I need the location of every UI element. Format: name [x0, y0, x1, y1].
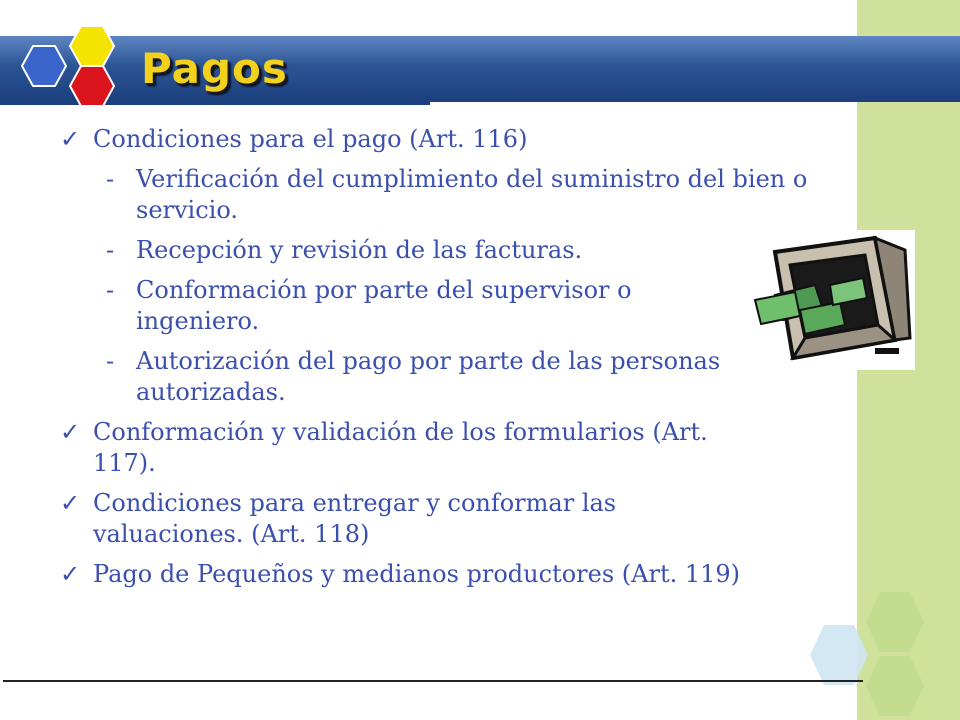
bullet-item [60, 488, 733, 550]
slide-content [60, 124, 850, 599]
bullet-text: Condiciones para entregar y conformar las valuaciones. (Art. 118) [93, 489, 617, 548]
sub-item [60, 346, 850, 408]
check-icon: ✓ [60, 489, 81, 517]
sub-item [60, 164, 850, 226]
dash-marker: - [106, 347, 115, 375]
dash-marker: - [106, 165, 115, 193]
sub-item-text: Conformación por parte del supervisor o ingeniero. [136, 276, 632, 335]
dash-marker: - [106, 236, 115, 264]
bullet-item [60, 559, 850, 590]
hexagon-logo-icon [0, 0, 130, 120]
bullet-item [60, 124, 850, 155]
check-icon: ✓ [60, 125, 81, 153]
slide-title: Pagos [141, 44, 288, 93]
bottom-rule [3, 680, 863, 682]
bullet-text: Conformación y validación de los formularios (Art. 117). [93, 418, 708, 477]
sub-item [60, 235, 850, 266]
check-icon: ✓ [60, 560, 81, 588]
sub-item-text: Autorización del pago por parte de las personas autorizadas. [136, 347, 721, 406]
check-icon: ✓ [60, 418, 81, 446]
dash-marker: - [106, 276, 115, 304]
bullet-item [60, 417, 773, 479]
sub-item-text: Recepción y revisión de las facturas. [136, 236, 583, 264]
hexagon-decoration-icon [810, 590, 950, 720]
sub-item [60, 275, 736, 337]
bullet-text: Condiciones para el pago (Art. 116) [93, 125, 528, 153]
bullet-text: Pago de Pequeños y medianos productores (Art. 119) [93, 560, 741, 588]
sub-item-text: Verificación del cumplimiento del suministro del bien o servicio. [136, 165, 808, 224]
computer-money-icon [745, 230, 915, 370]
